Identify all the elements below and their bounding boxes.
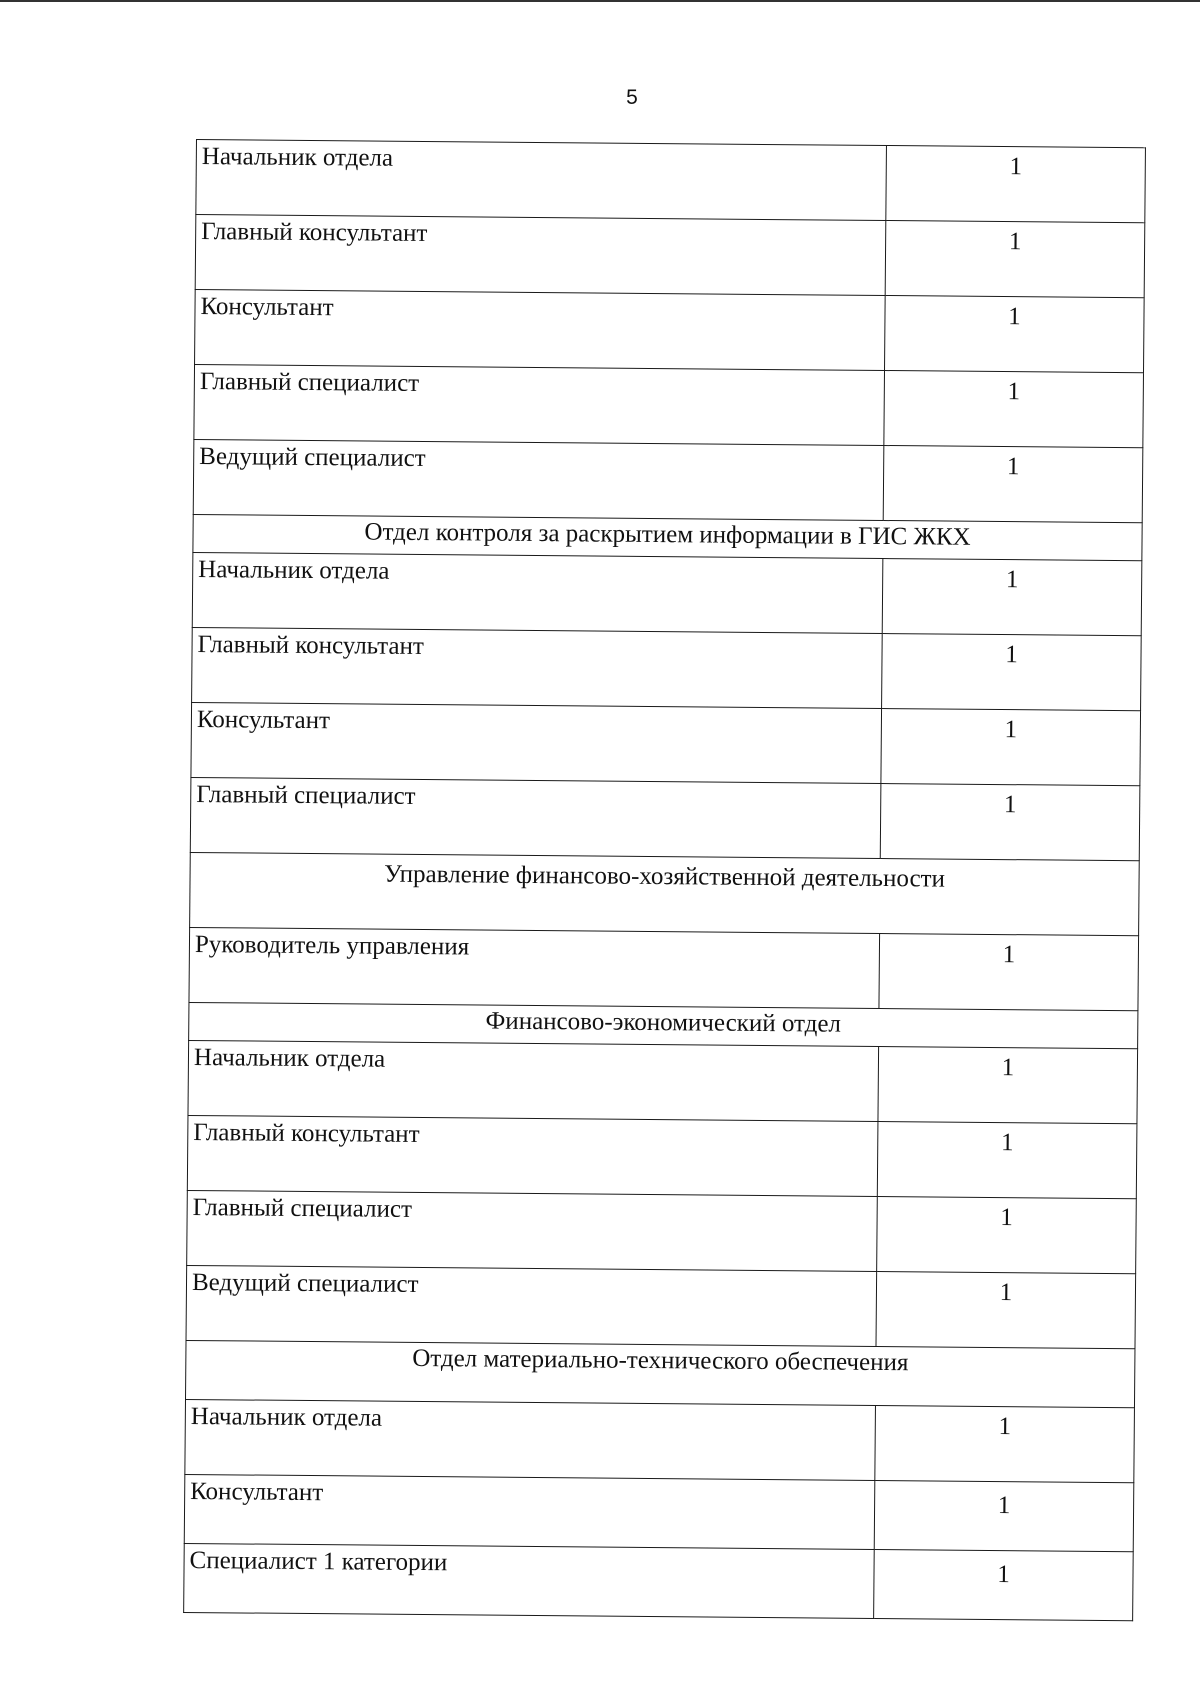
position-name: Главный специалист bbox=[190, 777, 881, 858]
table-row bbox=[189, 927, 1139, 1010]
position-count: 1 bbox=[876, 1271, 1136, 1348]
position-count: 1 bbox=[877, 1121, 1137, 1198]
position-count: 1 bbox=[879, 933, 1139, 1010]
table-row bbox=[192, 627, 1142, 710]
staffing-table bbox=[183, 139, 1146, 1621]
table-row bbox=[184, 1543, 1134, 1620]
position-name: Главный специалист bbox=[194, 364, 885, 445]
position-name: Консультант bbox=[184, 1474, 875, 1549]
position-name: Консультант bbox=[195, 289, 886, 370]
position-name: Начальник отдела bbox=[196, 140, 887, 221]
position-name: Начальник отдела bbox=[192, 552, 883, 633]
position-name: Начальник отдела bbox=[185, 1399, 876, 1480]
position-name: Начальник отдела bbox=[188, 1040, 879, 1121]
section-heading: Отдел контроля за раскрытием информации в ГИС ЖКХ bbox=[193, 514, 1142, 560]
position-count: 1 bbox=[877, 1196, 1137, 1273]
table-row bbox=[195, 289, 1145, 372]
position-name: Главный консультант bbox=[195, 215, 886, 296]
position-name: Главный специалист bbox=[187, 1190, 878, 1271]
section-heading: Управление финансово-хозяйственной деятельности bbox=[190, 852, 1140, 935]
section-heading: Финансово-экономический отдел bbox=[189, 1002, 1138, 1048]
section-heading-row bbox=[186, 1340, 1135, 1407]
table-row bbox=[188, 1040, 1138, 1123]
page-number: 5 bbox=[626, 86, 638, 109]
position-count: 1 bbox=[882, 634, 1142, 711]
table-row bbox=[193, 439, 1143, 522]
position-count: 1 bbox=[885, 296, 1145, 373]
table-row bbox=[187, 1190, 1137, 1273]
table-row bbox=[187, 1115, 1137, 1198]
position-count: 1 bbox=[880, 784, 1140, 861]
position-name: Руководитель управления bbox=[189, 927, 880, 1008]
table-row bbox=[190, 777, 1140, 860]
position-count: 1 bbox=[874, 1549, 1134, 1620]
position-name: Главный консультант bbox=[192, 627, 883, 708]
table-row bbox=[184, 1474, 1134, 1551]
table-row bbox=[185, 1399, 1135, 1482]
position-count: 1 bbox=[882, 559, 1142, 636]
position-name: Консультант bbox=[191, 702, 882, 783]
position-count: 1 bbox=[875, 1405, 1135, 1482]
position-count: 1 bbox=[884, 371, 1144, 448]
position-count: 1 bbox=[885, 221, 1145, 298]
position-name: Главный консультант bbox=[187, 1115, 878, 1196]
position-name: Ведущий специалист bbox=[193, 439, 884, 520]
table-row bbox=[196, 140, 1146, 223]
position-count: 1 bbox=[886, 146, 1146, 223]
position-count: 1 bbox=[881, 709, 1141, 786]
position-count: 1 bbox=[878, 1046, 1138, 1123]
table-row bbox=[194, 364, 1144, 447]
section-heading: Отдел материально-технического обеспечения bbox=[186, 1340, 1135, 1407]
top-scan-rule bbox=[0, 0, 1200, 2]
table-row bbox=[191, 702, 1141, 785]
position-count: 1 bbox=[874, 1480, 1134, 1551]
table-row bbox=[195, 215, 1145, 298]
section-heading-row bbox=[190, 852, 1140, 935]
position-name: Специалист 1 категории bbox=[184, 1543, 875, 1618]
table-row bbox=[186, 1265, 1136, 1348]
position-count: 1 bbox=[883, 446, 1143, 523]
table-row bbox=[192, 552, 1142, 635]
position-name: Ведущий специалист bbox=[186, 1265, 877, 1346]
